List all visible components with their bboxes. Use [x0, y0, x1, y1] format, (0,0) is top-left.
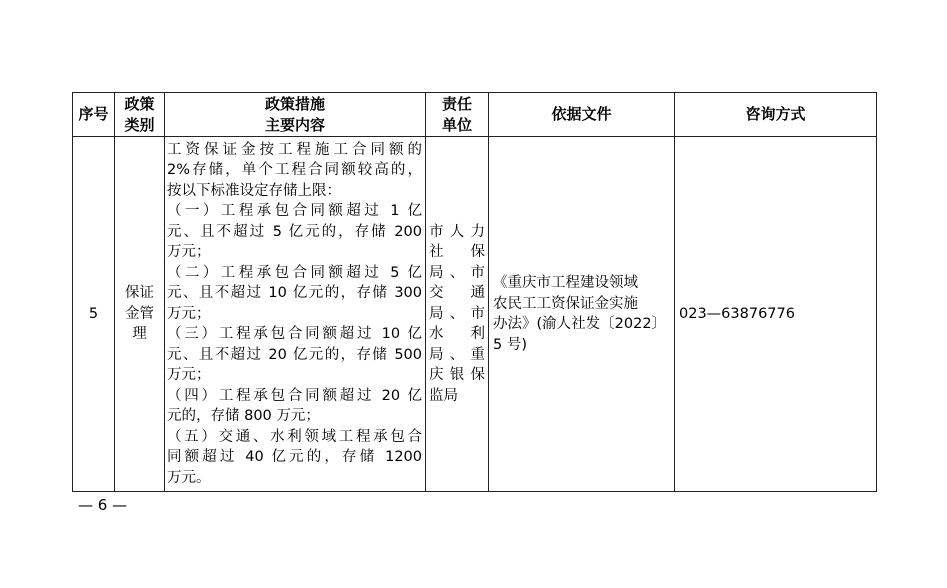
measure-line: （三）工程承包合同额超过 10 亿 [167, 326, 422, 343]
cell-basis-document [489, 137, 675, 492]
cell-serial-number: 5 [73, 137, 115, 492]
cell-policy-category-line: 保证 [125, 285, 154, 302]
department-line: 局、市 [429, 305, 485, 322]
header-policy-measures-line: 主要内容 [264, 115, 325, 134]
cell-policy-measures [165, 137, 426, 492]
header-responsible-unit-line: 单位 [441, 115, 472, 134]
basis-line: 办法》(渝人社发〔2022〕 [493, 316, 667, 332]
measure-line: 万元； [167, 305, 211, 322]
measure-line: 按以下标准设定存储上限： [167, 182, 341, 199]
department-line: 水 利 [429, 326, 485, 343]
basis-line: 农民工工资保证金实施 [493, 295, 638, 312]
department-line: 交 通 [429, 285, 485, 302]
measure-line: 万元； [167, 244, 211, 261]
measure-line: （一）工程承包合同额超过 1 亿 [167, 203, 422, 220]
department-line: 庆银保 [429, 367, 485, 384]
measure-line: 2%存储，单个工程合同额较高的， [167, 162, 422, 179]
measure-line: 万元。 [167, 469, 211, 486]
department-line: 市人力 [429, 223, 485, 240]
department-line: 监局 [429, 387, 458, 404]
cell-policy-category-line: 理 [132, 326, 147, 343]
measure-line: （五）交通、水利领域工程承包合 [167, 428, 422, 445]
basis-line: 5 号) [493, 336, 527, 353]
cell-policy-category-line: 金管 [125, 305, 154, 322]
header-policy-category [115, 93, 165, 137]
header-policy-category-line: 政策 [124, 94, 155, 113]
header-serial-number: 序号 [73, 93, 115, 137]
cell-contact-phone: 023—63876776 [675, 137, 877, 492]
measure-line: 元、且不超过 10 亿元的，存储 300 [167, 285, 422, 302]
measure-line: 元、且不超过 20 亿元的，存储 500 [167, 346, 422, 363]
table-header-row [73, 93, 877, 137]
measure-line: 万元； [167, 367, 211, 384]
page-number: — 6 — [78, 496, 128, 514]
department-line: 局、市 [429, 264, 485, 281]
policy-table [72, 92, 877, 492]
department-line: 社 保 [429, 244, 485, 261]
measure-line: （二）工程承包合同额超过 5 亿 [167, 264, 422, 281]
measure-line: （四）工程承包合同额超过 20 亿 [167, 387, 422, 404]
header-basis-document: 依据文件 [489, 93, 675, 137]
measure-line: 元的，存储 800 万元； [167, 408, 320, 425]
measure-line: 工资保证金按工程施工合同额的 [167, 141, 422, 158]
basis-line: 《重庆市工程建设领域 [493, 275, 638, 291]
cell-policy-category [115, 137, 165, 492]
header-contact: 咨询方式 [675, 93, 877, 137]
measure-line: 同额超过 40 亿元的，存储 1200 [167, 449, 422, 466]
measure-line: 元、且不超过 5 亿元的，存储 200 [167, 223, 422, 240]
header-policy-category-line: 类别 [124, 115, 155, 134]
header-responsible-unit-line: 责任 [441, 94, 472, 113]
department-line: 局、重 [429, 346, 485, 363]
cell-responsible-unit [426, 137, 489, 492]
table-row [73, 137, 877, 492]
header-policy-measures [165, 93, 426, 137]
header-responsible-unit [426, 93, 489, 137]
header-policy-measures-line: 政策措施 [264, 94, 325, 113]
